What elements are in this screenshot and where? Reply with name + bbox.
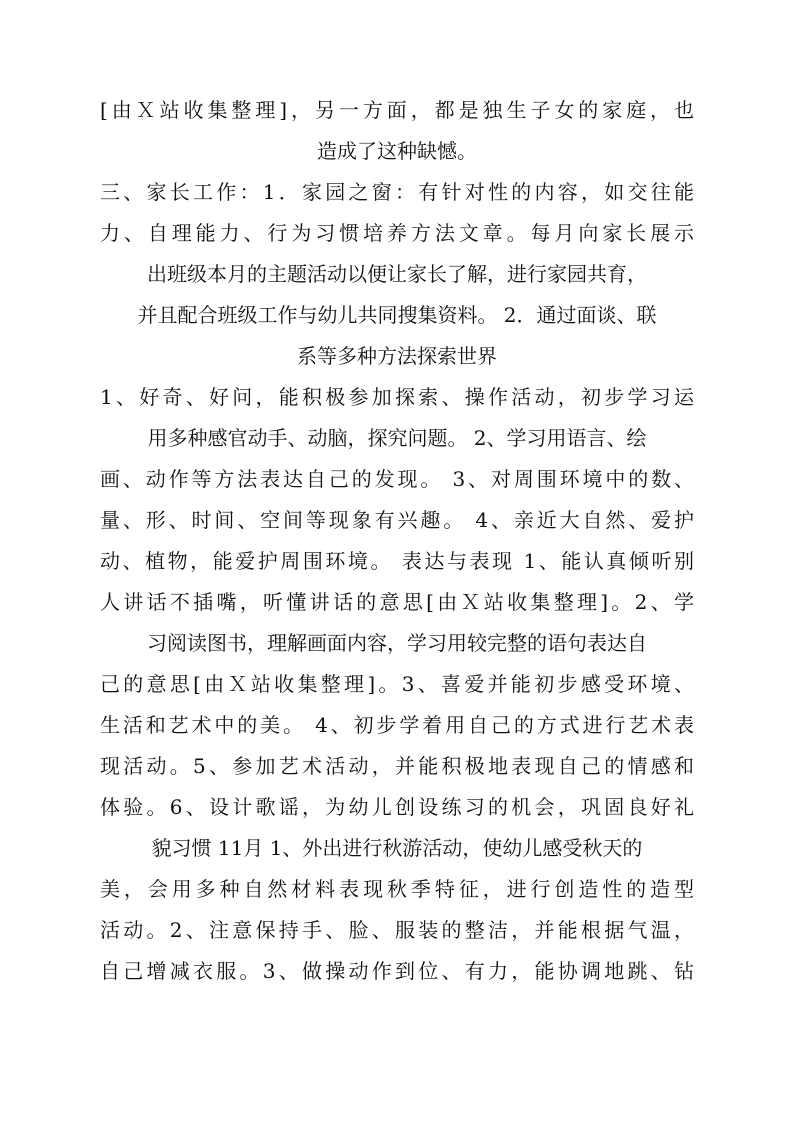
text-line: 己的意思[由Ｘ站收集整理]。3、喜爱并能初步感受环境、 [100, 672, 694, 696]
body-text [100, 90, 694, 992]
text-line: 量、形、时间、空间等现象有兴趣。 4、亲近大自然、爱护 [100, 508, 694, 532]
text-line: 系等多种方法探索世界 [297, 344, 497, 368]
text-line: 1、好奇、好问，能积极参加探索、操作活动，初步学习运 [100, 385, 694, 409]
text-line: 出班级本月的主题活动以便让家长了解，进行家园共育， [147, 262, 647, 286]
text-line: 造成了这种缺憾。 [317, 139, 477, 163]
text-line: 用多种感官动手、动脑，探究问题。 2、学习用语言、绘 [147, 426, 647, 450]
text-line: 现活动。5、参加艺术活动，并能积极地表现自己的情感和 [100, 754, 694, 778]
text-line: 体验。6、设计歌谣，为幼儿创设练习的机会，巩固良好礼 [100, 795, 694, 819]
text-line: 貌习惯 11月 1、外出进行秋游活动，使幼儿感受秋天的 [151, 836, 643, 860]
text-line: [由Ｘ站收集整理]，另一方面，都是独生子女的家庭，也 [100, 98, 694, 122]
text-line: 自己增减衣服。3、做操动作到位、有力，能协调地跳、钻 [100, 959, 694, 983]
text-line: 力、自理能力、行为习惯培养方法文章。每月向家长展示 [100, 221, 694, 245]
text-line: 三、家长工作：1．家园之窗：有针对性的内容，如交往能 [100, 180, 694, 204]
text-line: 画、动作等方法表达自己的发现。 3、对周围环境中的数、 [100, 467, 694, 491]
text-line: 活动。2、注意保持手、脸、服装的整洁，并能根据气温， [100, 918, 694, 942]
text-line: 生活和艺术中的美。 4、初步学着用自己的方式进行艺术表 [100, 713, 694, 737]
text-line: 并且配合班级工作与幼儿共同搜集资料。 2．通过面谈、联 [137, 303, 657, 327]
text-line: 美，会用多种自然材料表现秋季特征，进行创造性的造型 [100, 877, 694, 901]
text-line: 习阅读图书，理解画面内容，学习用较完整的语句表达自 [147, 631, 647, 655]
text-line: 人讲话不插嘴，听懂讲话的意思[由Ｘ站收集整理]。2、学 [100, 590, 694, 614]
text-line: 动、植物，能爱护周围环境。 表达与表现 1、能认真倾听别 [100, 549, 694, 573]
